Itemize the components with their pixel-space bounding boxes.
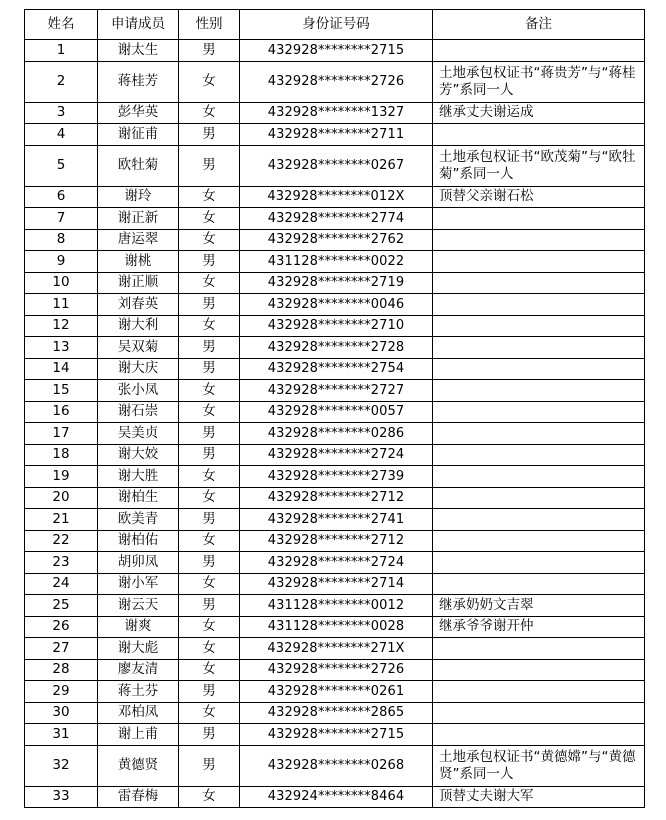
member-sex: 男 xyxy=(179,294,240,316)
member-name: 谢小军 xyxy=(98,573,179,595)
member-id-number: 432928********2741 xyxy=(240,509,433,531)
member-note xyxy=(433,124,645,146)
member-name: 谢柏生 xyxy=(98,487,179,509)
member-id-number: 432924********8464 xyxy=(240,786,433,808)
table-row xyxy=(25,573,645,595)
member-sex: 女 xyxy=(179,573,240,595)
member-sex: 男 xyxy=(179,595,240,617)
table-row xyxy=(25,530,645,552)
member-id-number: 432928********0267 xyxy=(240,145,433,186)
member-id-number: 432928********2739 xyxy=(240,466,433,488)
member-name: 谢爽 xyxy=(98,616,179,638)
member-sex: 男 xyxy=(179,124,240,146)
member-id-number: 432928********2754 xyxy=(240,358,433,380)
row-number: 28 xyxy=(25,659,98,681)
row-number: 22 xyxy=(25,530,98,552)
member-sex: 女 xyxy=(179,702,240,724)
member-sex: 女 xyxy=(179,786,240,808)
member-name: 谢征甫 xyxy=(98,124,179,146)
member-note xyxy=(433,702,645,724)
member-note xyxy=(433,638,645,660)
member-name: 欧牡菊 xyxy=(98,145,179,186)
header-member: 申请成员 xyxy=(98,10,179,40)
row-number: 2 xyxy=(25,61,98,102)
member-id-number: 432928********2724 xyxy=(240,552,433,574)
member-sex: 女 xyxy=(179,487,240,509)
member-name: 谢大庆 xyxy=(98,358,179,380)
member-sex: 女 xyxy=(179,315,240,337)
row-number: 15 xyxy=(25,380,98,402)
row-number: 21 xyxy=(25,509,98,531)
member-name: 谢玲 xyxy=(98,186,179,208)
member-name: 谢太生 xyxy=(98,40,179,62)
member-id-number: 432928********271X xyxy=(240,638,433,660)
member-sex: 男 xyxy=(179,40,240,62)
member-note xyxy=(433,659,645,681)
table-row xyxy=(25,786,645,808)
table-row xyxy=(25,444,645,466)
row-number: 17 xyxy=(25,423,98,445)
row-number: 10 xyxy=(25,272,98,294)
table-row xyxy=(25,272,645,294)
member-note xyxy=(433,380,645,402)
member-sex: 女 xyxy=(179,229,240,251)
table-row xyxy=(25,380,645,402)
member-id-number: 432928********0261 xyxy=(240,681,433,703)
member-note: 土地承包权证书“蒋贵芳”与“蒋桂芳”系同一人 xyxy=(433,61,645,102)
member-name: 廖友清 xyxy=(98,659,179,681)
table-row xyxy=(25,124,645,146)
member-note xyxy=(433,552,645,574)
member-note: 土地承包权证书“欧茂菊”与“欧牡菊”系同一人 xyxy=(433,145,645,186)
member-id-number: 432928********2710 xyxy=(240,315,433,337)
header-note: 备注 xyxy=(433,10,645,40)
member-name: 黄德贤 xyxy=(98,745,179,786)
member-sex: 男 xyxy=(179,724,240,746)
table-row xyxy=(25,229,645,251)
table-row xyxy=(25,315,645,337)
member-note xyxy=(433,573,645,595)
member-id-number: 432928********2728 xyxy=(240,337,433,359)
member-sex: 女 xyxy=(179,638,240,660)
member-id-number: 432928********2726 xyxy=(240,659,433,681)
member-id-number: 432928********2724 xyxy=(240,444,433,466)
row-number: 16 xyxy=(25,401,98,423)
member-name: 蒋桂芳 xyxy=(98,61,179,102)
member-name: 刘春英 xyxy=(98,294,179,316)
table-row xyxy=(25,61,645,102)
member-id-number: 432928********2715 xyxy=(240,724,433,746)
member-id-number: 432928********012X xyxy=(240,186,433,208)
member-sex: 女 xyxy=(179,61,240,102)
table-row xyxy=(25,337,645,359)
member-id-number: 432928********2774 xyxy=(240,208,433,230)
member-sex: 男 xyxy=(179,745,240,786)
member-id-number: 432928********0057 xyxy=(240,401,433,423)
member-id-number: 432928********0046 xyxy=(240,294,433,316)
member-name: 张小凤 xyxy=(98,380,179,402)
member-note: 顶替丈夫谢大军 xyxy=(433,786,645,808)
table-row xyxy=(25,145,645,186)
table-row xyxy=(25,251,645,273)
table-row xyxy=(25,423,645,445)
member-name: 邓柏凤 xyxy=(98,702,179,724)
member-id-number: 432928********0268 xyxy=(240,745,433,786)
member-name: 谢正顺 xyxy=(98,272,179,294)
row-number: 3 xyxy=(25,102,98,124)
member-sex: 女 xyxy=(179,530,240,552)
row-number: 14 xyxy=(25,358,98,380)
row-number: 20 xyxy=(25,487,98,509)
member-note: 土地承包权证书“黄德嫦”与“黄德贤”系同一人 xyxy=(433,745,645,786)
table-row xyxy=(25,745,645,786)
row-number: 29 xyxy=(25,681,98,703)
member-note xyxy=(433,229,645,251)
member-name: 蒋土芬 xyxy=(98,681,179,703)
row-number: 1 xyxy=(25,40,98,62)
member-id-number: 432928********2712 xyxy=(240,487,433,509)
member-sex: 女 xyxy=(179,380,240,402)
member-id-number: 432928********0286 xyxy=(240,423,433,445)
member-id-number: 432928********2727 xyxy=(240,380,433,402)
member-sex: 女 xyxy=(179,659,240,681)
member-name: 谢柏佑 xyxy=(98,530,179,552)
member-note xyxy=(433,423,645,445)
member-sex: 男 xyxy=(179,251,240,273)
header-id: 身份证号码 xyxy=(240,10,433,40)
member-name: 谢桃 xyxy=(98,251,179,273)
row-number: 11 xyxy=(25,294,98,316)
table-row xyxy=(25,659,645,681)
member-sex: 男 xyxy=(179,444,240,466)
row-number: 4 xyxy=(25,124,98,146)
table-row xyxy=(25,552,645,574)
member-sex: 女 xyxy=(179,616,240,638)
member-sex: 男 xyxy=(179,509,240,531)
member-name: 谢大彪 xyxy=(98,638,179,660)
member-sex: 女 xyxy=(179,466,240,488)
member-note xyxy=(433,294,645,316)
member-note xyxy=(433,315,645,337)
table-row xyxy=(25,595,645,617)
member-sex: 女 xyxy=(179,186,240,208)
table-row xyxy=(25,401,645,423)
member-id-number: 432928********2719 xyxy=(240,272,433,294)
member-name: 唐运翠 xyxy=(98,229,179,251)
member-id-number: 432928********2715 xyxy=(240,40,433,62)
member-name: 谢上甫 xyxy=(98,724,179,746)
member-name: 谢大利 xyxy=(98,315,179,337)
table-row xyxy=(25,466,645,488)
header-sex: 性别 xyxy=(179,10,240,40)
member-note xyxy=(433,251,645,273)
member-note: 继承爷爷谢开仲 xyxy=(433,616,645,638)
member-name: 胡卯凤 xyxy=(98,552,179,574)
member-note: 顶替父亲谢石松 xyxy=(433,186,645,208)
row-number: 30 xyxy=(25,702,98,724)
table-row xyxy=(25,40,645,62)
header-row xyxy=(25,10,645,40)
table-body xyxy=(25,40,645,808)
member-sex: 男 xyxy=(179,552,240,574)
table-row xyxy=(25,102,645,124)
member-id-number: 431128********0028 xyxy=(240,616,433,638)
table-row xyxy=(25,358,645,380)
member-id-number: 431128********0022 xyxy=(240,251,433,273)
row-number: 7 xyxy=(25,208,98,230)
member-sex: 男 xyxy=(179,681,240,703)
row-number: 27 xyxy=(25,638,98,660)
member-name: 谢云天 xyxy=(98,595,179,617)
row-number: 24 xyxy=(25,573,98,595)
table-row xyxy=(25,702,645,724)
member-name: 谢正新 xyxy=(98,208,179,230)
row-number: 9 xyxy=(25,251,98,273)
row-number: 6 xyxy=(25,186,98,208)
table-row xyxy=(25,509,645,531)
member-name: 吴美贞 xyxy=(98,423,179,445)
member-sex: 女 xyxy=(179,102,240,124)
member-sex: 女 xyxy=(179,208,240,230)
member-id-number: 432928********2865 xyxy=(240,702,433,724)
member-sex: 男 xyxy=(179,337,240,359)
member-sex: 男 xyxy=(179,358,240,380)
row-number: 5 xyxy=(25,145,98,186)
row-number: 13 xyxy=(25,337,98,359)
member-note xyxy=(433,724,645,746)
table-row xyxy=(25,487,645,509)
member-id-number: 432928********2712 xyxy=(240,530,433,552)
table-row xyxy=(25,186,645,208)
row-number: 26 xyxy=(25,616,98,638)
member-id-number: 432928********2762 xyxy=(240,229,433,251)
member-name: 吴双菊 xyxy=(98,337,179,359)
row-number: 18 xyxy=(25,444,98,466)
member-sex: 女 xyxy=(179,401,240,423)
member-note: 继承丈夫谢运成 xyxy=(433,102,645,124)
member-id-number: 431128********0012 xyxy=(240,595,433,617)
row-number: 12 xyxy=(25,315,98,337)
table-row xyxy=(25,208,645,230)
member-name: 雷春梅 xyxy=(98,786,179,808)
header-no: 姓名 xyxy=(25,10,98,40)
member-note xyxy=(433,401,645,423)
table-row xyxy=(25,616,645,638)
member-note xyxy=(433,40,645,62)
member-table xyxy=(24,9,645,808)
member-note xyxy=(433,509,645,531)
member-note xyxy=(433,337,645,359)
table-row xyxy=(25,638,645,660)
row-number: 19 xyxy=(25,466,98,488)
table-row xyxy=(25,724,645,746)
member-note xyxy=(433,444,645,466)
member-note: 继承奶奶文吉翠 xyxy=(433,595,645,617)
row-number: 23 xyxy=(25,552,98,574)
member-name: 欧美青 xyxy=(98,509,179,531)
member-id-number: 432928********2726 xyxy=(240,61,433,102)
member-id-number: 432928********2711 xyxy=(240,124,433,146)
member-note xyxy=(433,466,645,488)
member-name: 谢大姣 xyxy=(98,444,179,466)
member-sex: 女 xyxy=(179,272,240,294)
row-number: 33 xyxy=(25,786,98,808)
member-note xyxy=(433,530,645,552)
table-row xyxy=(25,294,645,316)
member-note xyxy=(433,681,645,703)
member-sex: 男 xyxy=(179,145,240,186)
row-number: 25 xyxy=(25,595,98,617)
member-note xyxy=(433,272,645,294)
member-note xyxy=(433,487,645,509)
member-name: 彭华英 xyxy=(98,102,179,124)
member-name: 谢大胜 xyxy=(98,466,179,488)
member-id-number: 432928********1327 xyxy=(240,102,433,124)
member-note xyxy=(433,358,645,380)
member-name: 谢石崇 xyxy=(98,401,179,423)
member-note xyxy=(433,208,645,230)
row-number: 8 xyxy=(25,229,98,251)
row-number: 32 xyxy=(25,745,98,786)
member-sex: 男 xyxy=(179,423,240,445)
member-id-number: 432928********2714 xyxy=(240,573,433,595)
row-number: 31 xyxy=(25,724,98,746)
table-row xyxy=(25,681,645,703)
